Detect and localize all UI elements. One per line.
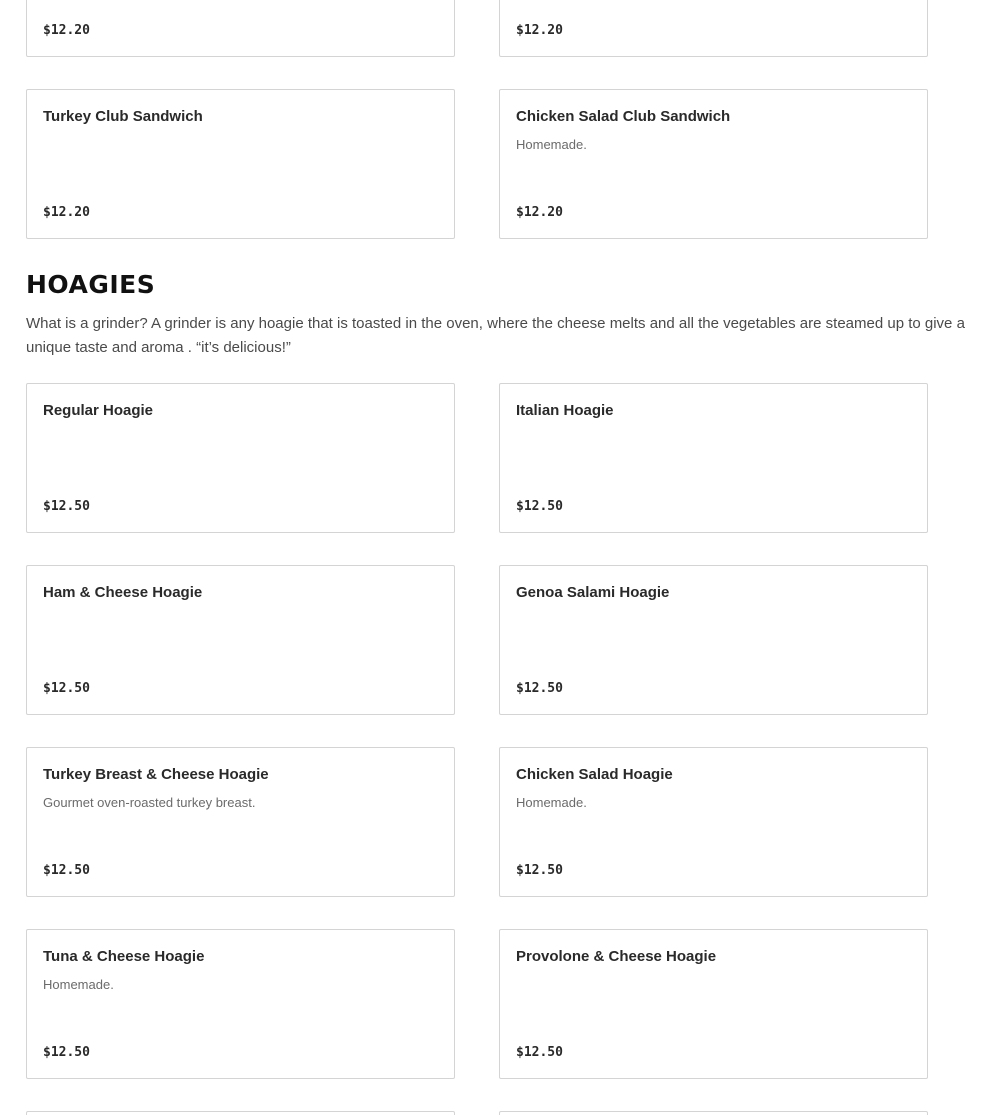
item-name: Italian Hoagie <box>516 402 614 419</box>
item-name: Genoa Salami Hoagie <box>516 584 670 601</box>
menu-item-card[interactable] <box>499 89 928 239</box>
item-price: $12.20 <box>516 23 563 38</box>
item-price: $12.50 <box>43 499 90 514</box>
item-price: $12.20 <box>516 205 563 220</box>
item-price: $12.20 <box>43 23 90 38</box>
menu-item-card[interactable] <box>26 383 455 533</box>
menu-item-card[interactable] <box>499 383 928 533</box>
section-description: What is a grinder? A grinder is any hoagie that is toasted in the oven, where the cheese melts and all the vegetables are steamed up to give a unique taste and aroma . “it’s delicious!” <box>26 315 965 356</box>
item-price: $12.50 <box>43 681 90 696</box>
item-price: $12.50 <box>43 863 90 878</box>
item-name: Tuna & Cheese Hoagie <box>43 948 205 965</box>
item-name: Turkey Club Sandwich <box>43 108 203 125</box>
menu-item-card[interactable] <box>26 0 455 57</box>
item-price: $12.50 <box>516 863 563 878</box>
item-price: $12.20 <box>43 205 90 220</box>
menu-item-card[interactable] <box>499 1111 928 1115</box>
menu-item-card[interactable] <box>26 1111 455 1115</box>
item-price: $12.50 <box>43 1045 90 1060</box>
item-description: Homemade. <box>516 137 587 152</box>
menu-item-card[interactable] <box>26 565 455 715</box>
item-name: Provolone & Cheese Hoagie <box>516 948 717 965</box>
section-title: HOAGIES <box>26 270 156 299</box>
item-price: $12.50 <box>516 499 563 514</box>
menu-item-card[interactable] <box>499 929 928 1079</box>
menu-item-card[interactable] <box>499 0 928 57</box>
item-description: Gourmet oven-roasted turkey breast. <box>43 795 256 810</box>
menu-item-card[interactable] <box>499 747 928 897</box>
item-price: $12.50 <box>516 681 563 696</box>
item-name: Turkey Breast & Cheese Hoagie <box>43 766 269 783</box>
menu-item-card[interactable] <box>499 565 928 715</box>
item-name: Regular Hoagie <box>43 402 154 419</box>
item-description: Homemade. <box>516 795 587 810</box>
item-name: Ham & Cheese Hoagie <box>43 584 203 601</box>
item-description: Homemade. <box>43 977 114 992</box>
item-price: $12.50 <box>516 1045 563 1060</box>
item-name: Chicken Salad Club Sandwich <box>516 108 731 125</box>
menu-item-card[interactable] <box>26 89 455 239</box>
menu-item-card[interactable] <box>26 929 455 1079</box>
menu-item-card[interactable] <box>26 747 455 897</box>
item-name: Chicken Salad Hoagie <box>516 766 673 783</box>
